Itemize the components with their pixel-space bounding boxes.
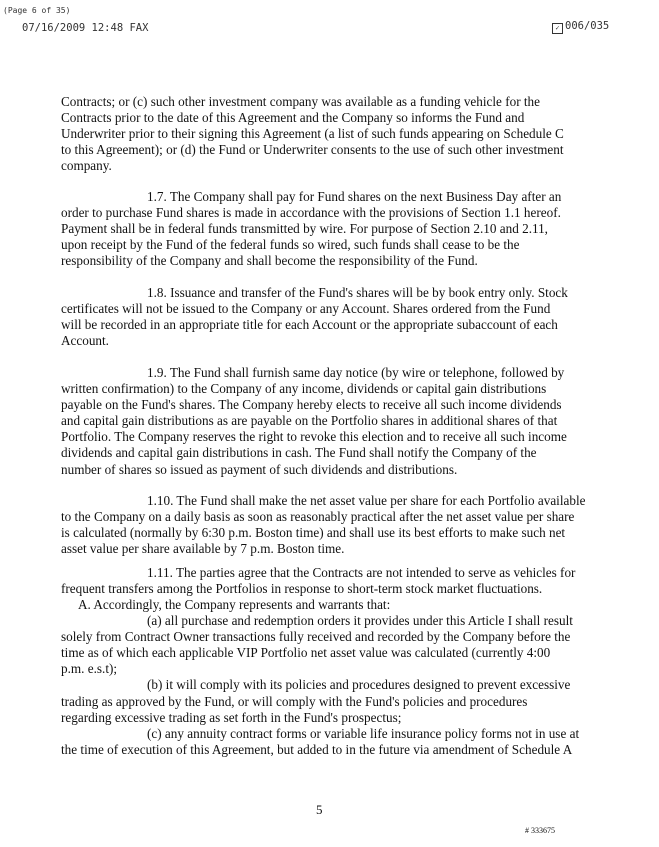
section-1-11-A (61, 597, 579, 758)
text-line: asset value per share available by 7 p.m. Boston time. (61, 541, 345, 557)
page-number: 5 (316, 802, 323, 817)
text-line: Contracts; or (c) such other investment company was available as a funding vehicle for the (61, 94, 540, 109)
paragraph-continuation (61, 94, 564, 174)
text-line: 1.10. The Fund shall make the net asset value per share for each Portfolio available (147, 493, 586, 508)
text-line: upon receipt by the Fund of the federal funds so wired, such funds shall cease to be the (61, 237, 520, 253)
text-line: Contracts prior to the date of this Agreement and the Company so informs the Fund and (61, 110, 525, 126)
text-line: number of shares so issued as payment of such dividends and distributions. (61, 461, 458, 477)
text-line: trading as approved by the Fund, or will comply with the Fund's policies and procedures (61, 693, 528, 709)
text-line: certificates will not be issued to the Company or any Account. Shares ordered from the Fund (61, 301, 551, 317)
text-line: dividends and capital gain distributions in cash. The Fund shall notify the Company of the (61, 445, 537, 461)
text-line: will be recorded in an appropriate title for each Account or the appropriate subaccount of each (61, 317, 558, 333)
text-line: is calculated (normally by 6:30 p.m. Boston time) and shall use its best efforts to make such net (61, 525, 566, 541)
text-line: responsibility of the Company and shall become the responsibility of the Fund. (61, 253, 478, 269)
text-line: 1.7. The Company shall pay for Fund shares on the next Business Day after an (147, 189, 562, 204)
fax-datetime: 07/16/2009 12:48 FAX (22, 22, 149, 34)
text-line: to the Company on a daily basis as soon as reasonably practical after the net asset value per share (61, 509, 575, 525)
fax-page-icon: ✓ (552, 23, 563, 34)
text-line: p.m. e.s.t); (61, 661, 118, 677)
text-line: Payment shall be in federal funds transmitted by wire. For purpose of Section 2.10 and 2.11, (61, 221, 548, 237)
text-line: 1.11. The parties agree that the Contracts are not intended to serve as vehicles for (147, 565, 576, 580)
fax-page-count: (Page 6 of 35) (3, 6, 71, 15)
text-line: Portfolio. The Company reserves the right to revoke this election and to receive all such income (61, 429, 567, 445)
text-line: to this Agreement); or (d) the Fund or Underwriter consents to the use of such other investment (61, 142, 564, 158)
text-line: and capital gain distributions as are payable on the Portfolio shares in additional shares of that (61, 413, 558, 429)
text-line: Underwriter prior to their signing this Agreement (a list of such funds appearing on Schedule C (61, 126, 564, 142)
text-line: 1.8. Issuance and transfer of the Fund's shares will be by book entry only. Stock (147, 285, 568, 300)
section-1-7 (61, 189, 561, 269)
fax-page-number (552, 20, 609, 34)
text-line: written confirmation) to the Company of any income, dividends or capital gain distributions (61, 381, 547, 397)
text-line: (b) it will comply with its policies and procedures designed to prevent excessive (147, 677, 571, 693)
text-line: regarding excessive trading as set forth in the Fund's prospectus; (61, 709, 402, 725)
text-line: solely from Contract Owner transactions fully received and recorded by the Company before the (61, 629, 571, 645)
text-line: (c) any annuity contract forms or variable life insurance policy forms not in use at (147, 725, 580, 741)
fax-page-label: 006/035 (565, 20, 610, 32)
section-1-9 (61, 365, 567, 478)
text-line: company. (61, 158, 112, 174)
text-line: frequent transfers among the Portfolios in response to short-term stock market fluctuations. (61, 581, 543, 597)
section-1-8 (61, 285, 568, 349)
text-line: payable on the Fund's shares. The Company hereby elects to receive all such income dividends (61, 397, 562, 413)
document-id: # 333675 (525, 826, 555, 835)
text-line: Account. (61, 333, 109, 349)
section-1-10 (61, 493, 585, 557)
text-line: order to purchase Fund shares is made in accordance with the provisions of Section 1.1 hereof. (61, 205, 561, 221)
text-line: the time of execution of this Agreement, but added to in the future via amendment of Schedule A (61, 741, 573, 757)
text-line: 1.9. The Fund shall furnish same day notice (by wire or telephone, followed by (147, 365, 565, 380)
text-line: time as of which each applicable VIP Portfolio net asset value was calculated (currently 4:00 (61, 645, 551, 661)
section-1-11 (61, 565, 575, 597)
text-line: (a) all purchase and redemption orders it provides under this Article I shall result (147, 613, 573, 629)
text-line: A. Accordingly, the Company represents and warrants that: (78, 597, 391, 612)
